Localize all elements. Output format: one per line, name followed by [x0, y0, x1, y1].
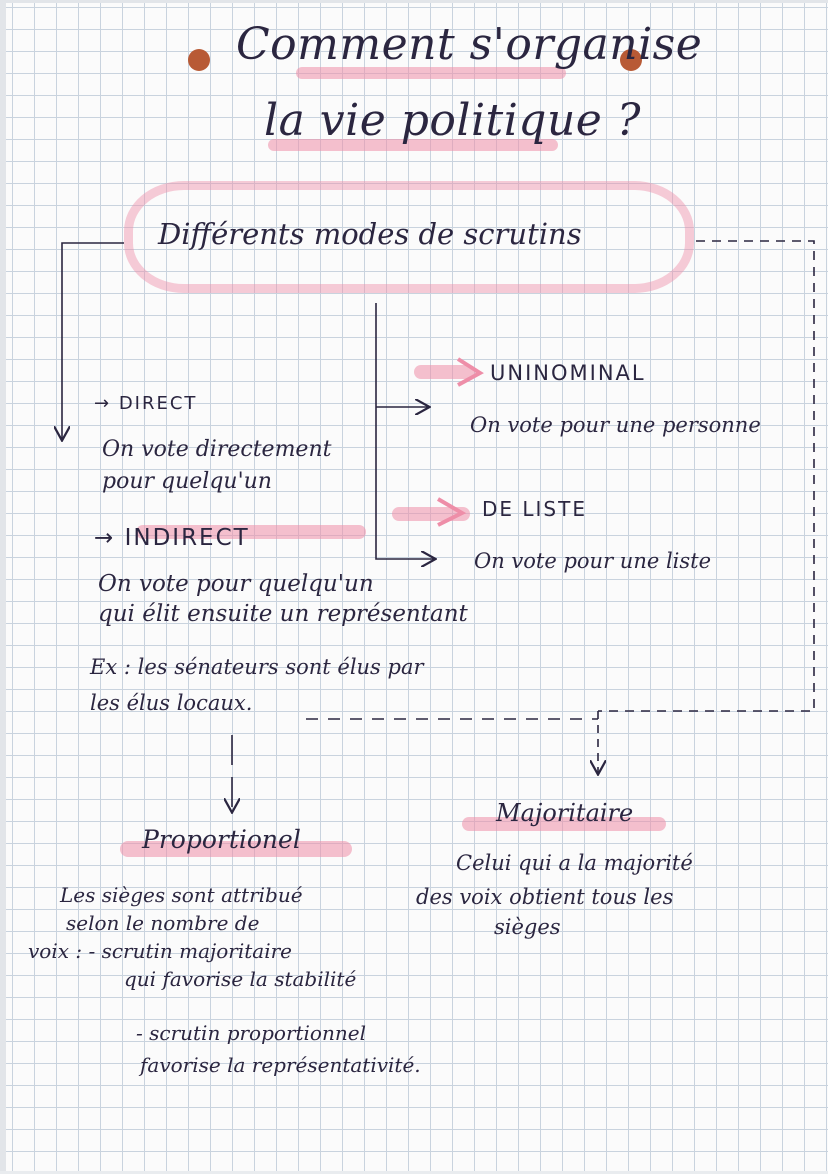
majoritaire-label: Majoritaire	[496, 799, 634, 827]
proportionnel-desc-5: - scrutin proportionnel	[136, 1021, 366, 1045]
center-branch-line	[376, 303, 434, 559]
proportionnel-desc-3: voix : - scrutin majoritaire	[28, 939, 293, 963]
dashed-right-connector	[598, 241, 814, 711]
central-topic: Différents modes de scrutins	[158, 217, 582, 251]
indirect-desc-1: On vote pour quelqu'un	[98, 571, 374, 597]
proportionnel-desc-4: qui favorise la stabilité	[124, 967, 357, 991]
uninominal-desc: On vote pour une personne	[470, 413, 761, 437]
proportionnel-desc-6: favorise la représentativité.	[140, 1053, 421, 1077]
example-1: Ex : les sénateurs sont élus par	[90, 655, 424, 679]
liste-highlight-arrowhead	[438, 499, 462, 525]
majoritaire-desc-1: Celui qui a la majorité	[456, 851, 693, 875]
proportionnel-desc-2: selon le nombre de	[66, 911, 260, 935]
proportionnel-label: Proportionel	[142, 825, 301, 854]
indirect-label-text: INDIRECT	[124, 525, 250, 551]
diagram-connectors	[6, 3, 828, 1174]
direct-label-text: DIRECT	[118, 393, 198, 414]
direct-desc-1: On vote directement	[102, 437, 332, 462]
direct-desc-2: pour quelqu'un	[102, 469, 272, 494]
majoritaire-desc-2: des voix obtient tous les	[416, 885, 674, 909]
uninominal-label: UNINOMINAL	[490, 361, 646, 385]
indirect-desc-2: qui élit ensuite un représentant	[98, 601, 468, 627]
arrow-icon: →	[94, 393, 119, 414]
page-title-line-2: la vie politique ?	[264, 95, 641, 146]
example-2: les élus locaux.	[90, 691, 253, 715]
liste-desc: On vote pour une liste	[474, 549, 712, 573]
arrow-icon: →	[94, 525, 125, 551]
page-title-line-1: Comment s'organise	[236, 19, 703, 70]
liste-label: DE LISTE	[482, 497, 587, 521]
majoritaire-desc-3: sièges	[494, 915, 561, 939]
proportionnel-desc-1: Les sièges sont attribué	[60, 883, 303, 907]
left-branch-line	[62, 243, 124, 439]
uninominal-highlight-arrowhead	[458, 359, 480, 385]
